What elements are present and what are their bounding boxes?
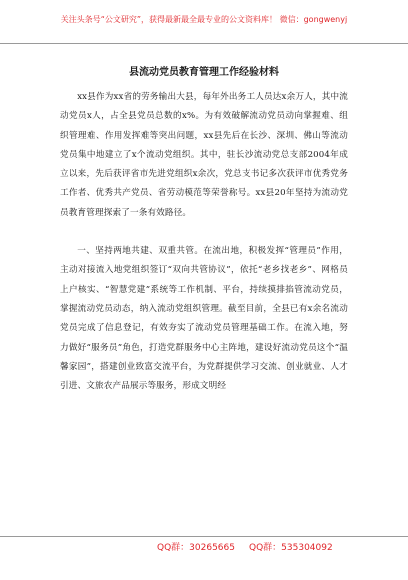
document-title: 县流动党员教育管理工作经验材料 (129, 67, 279, 78)
document-body (60, 88, 348, 396)
paragraph: 一、坚持两地共建、双重共管。在流出地，积极发挥“管理员”作用，主动对接流入地党组织签订“双向共管协议”，依托“老乡找老乡”、网格员上户核实、“智慧党建”系统等工作机制、平台，持续摸排掐管流动党员，掌握流动党员动态，纳入流动党组织管理。截至目前，全县已有x余名流动党员完成了信息登记，有效夯实了流动党员管理基础工作。在流入地，努力做好“服务员”角色，打造党群服务中心主阵地，建设好流动党员这个“温馨家园”，搭建创业致富交流平台，为党群提供学习交流、创业就业、人才引进、文旅农产品展示等服务，形成文明经 (60, 246, 348, 392)
footer-qq-group-1: QQ群：30265665 (157, 543, 235, 553)
footer (0, 536, 408, 580)
footer-qq-group-2: QQ群：535304092 (249, 543, 333, 553)
header-notice: 关注头条号“公文研究”，获得最新最全最专业的公文资料库！ 微信：gongwenyj (0, 0, 408, 44)
paragraph: xx县作为xx省的劳务输出大县，每年外出务工人员达x余万人，其中流动党员x人，占全县党员总数的x%。为有效破解流动党员动向掌握难、组织管理难、作用发挥难等突出问题，xx县先后在长沙、深圳、佛山等流动党员集中地建立了x个流动党组织。其中，驻长沙流动党总支部2004年成立以来，先后获评省市先进党组织x余次，党总支书记多次获评市优秀党务工作者、优秀共产党员、省劳动模范等荣誉称号。xx县20年坚持为流动党员教育管理探索了一条有效路径。 (60, 92, 348, 218)
